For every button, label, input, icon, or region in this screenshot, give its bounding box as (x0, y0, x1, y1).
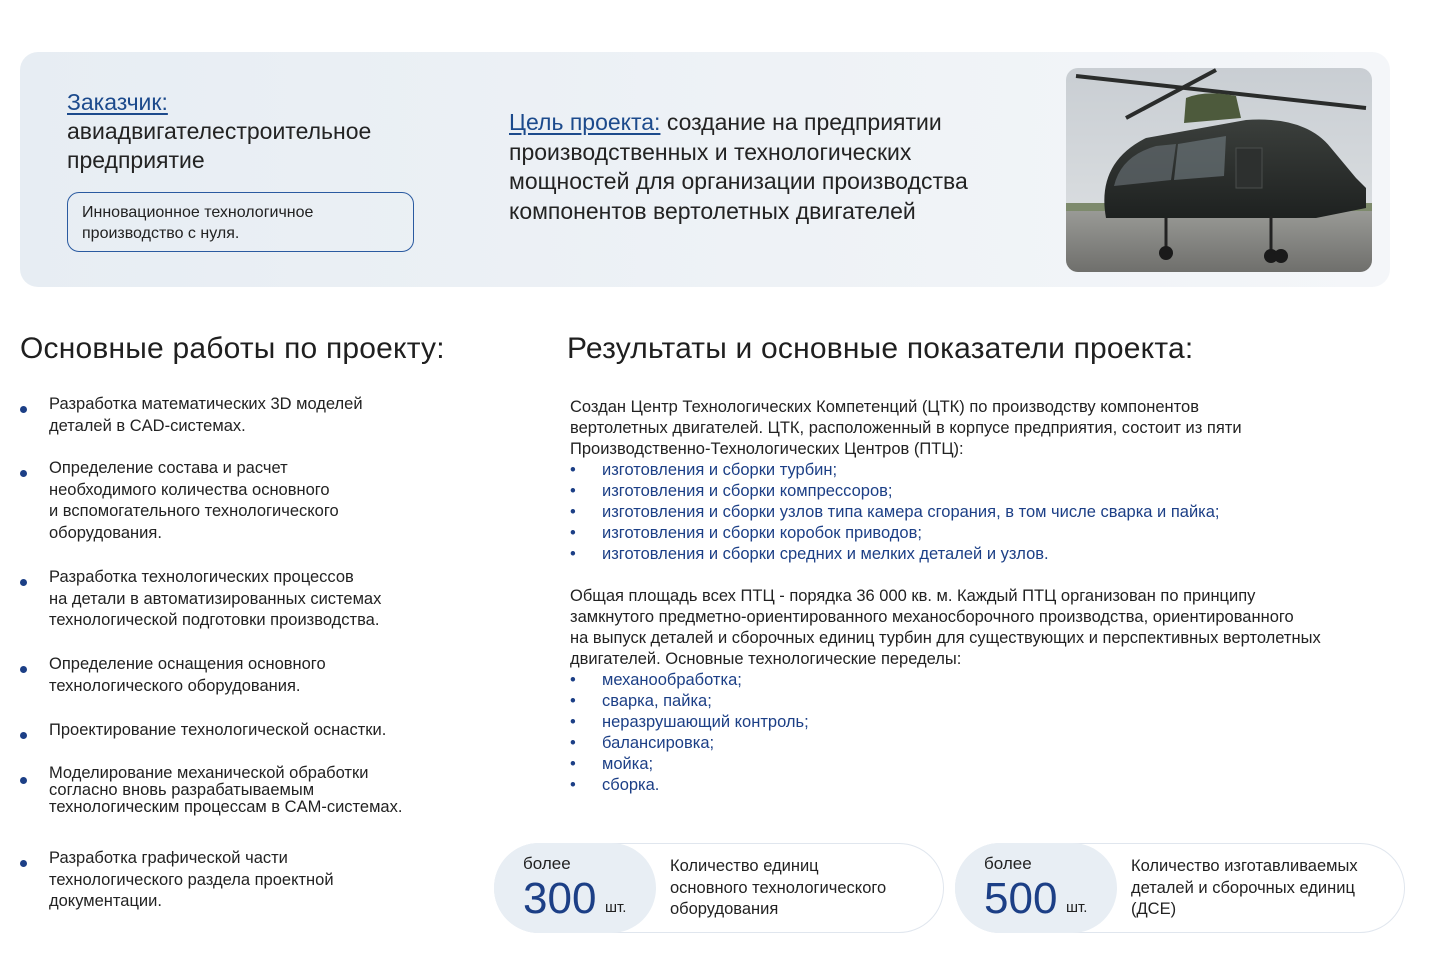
goal-label: Цель проекта: (509, 109, 661, 135)
list-item: • сварка, пайка; (570, 691, 1410, 712)
list-item: • балансировка; (570, 733, 1410, 754)
customer-label: Заказчик: (67, 89, 168, 115)
list-item: • мойка; (570, 754, 1410, 775)
innovation-badge: Инновационное технологичное производство с нуля. (67, 192, 414, 252)
bullet-dot (20, 579, 27, 586)
list-item: • изготовления и сборки узлов типа камера сгорания, в том числе сварка и пайка; (570, 502, 1410, 523)
stat-parts: более 500 шт. Количество изготавливаемых деталей и сборочных единиц (ДСЕ) (955, 843, 1405, 933)
stat-equipment: более 300 шт. Количество единиц основного технологического оборудования (494, 843, 944, 933)
list-item: Моделирование механической обработки согласно вновь разрабатываемым технологическим процессам в CAM-системах. (20, 765, 480, 816)
helicopter-photo (1066, 68, 1372, 272)
stat-description: Количество изготавливаемых деталей и сборочных единиц (ДСЕ) (1131, 857, 1358, 918)
stat-description: Количество единиц основного технологического оборудования (670, 857, 887, 918)
list-item: Определение состава и расчет необходимого количества основного и вспомогательного технологического оборудования. (20, 458, 480, 544)
list-item: Разработка графической части технологического раздела проектной документации. (20, 848, 480, 913)
list-item: • изготовления и сборки турбин; (570, 460, 1410, 481)
list-item: Разработка технологических процессов на детали в автоматизированных системах технологической подготовки производства. (20, 567, 480, 632)
list-item: Определение оснащения основного технологического оборудования. (20, 654, 480, 697)
customer-line-2: предприятие (67, 147, 205, 173)
bullet-dot (20, 860, 27, 867)
list-item: • изготовления и сборки компрессоров; (570, 481, 1410, 502)
project-hero-card (20, 52, 1390, 287)
stat-value: 500 (984, 874, 1058, 923)
helicopter-image (1066, 68, 1372, 272)
works-title: Основные работы по проекту: (20, 332, 445, 365)
list-item: • неразрушающий контроль; (570, 712, 1410, 733)
bullet-dot (20, 470, 27, 477)
list-item: • изготовления и сборки коробок приводов; (570, 523, 1410, 544)
bullet-dot (20, 666, 27, 673)
results-title: Результаты и основные показатели проекта: (567, 332, 1194, 365)
bullet-dot (20, 732, 27, 739)
results-text: Создан Центр Технологических Компетенций (ЦТК) по производству компонентов вертолетных двигателей. ЦТК, расположенный в корпусе предприятия, состоит из пяти Производственно-Технологических Центров (ПТЦ): • изготовления и сборки турбин; • изготовления и сборки компрессоров; • изготовления и сборки узлов типа камера сгорания, в том числе сварка и пайка; • изготовления и сборки коробок приводов; • изготовления и сборки средних и мелких деталей и узлов. Общая площадь всех ПТЦ - порядка 36 000 кв. м. Каждый ПТЦ организован по принципу замкнутого предметно-ориентированного механосборочного производства, ориентированного на выпуск деталей и сборочных единиц турбин для существующих и перспективных вертолетных двигателей. Основные технологические переделы: • механообработка; • сварка, пайка; • неразрушающий контроль; • балансировка; • мойка; • сборка. (570, 397, 1410, 796)
list-item: • механообработка; (570, 670, 1410, 691)
list-item: • изготовления и сборки средних и мелких деталей и узлов. (570, 544, 1410, 565)
stat-value: 300 (523, 874, 597, 923)
customer-block (67, 88, 447, 175)
list-item: Проектирование технологической оснастки. (20, 720, 480, 742)
list-item: Разработка математических 3D моделей деталей в CAD-системах. (20, 394, 480, 437)
list-item: • сборка. (570, 775, 1410, 796)
bullet-dot (20, 406, 27, 413)
project-goal: Цель проекта: создание на предприятии производственных и технологических мощностей для организации производства компонентов вертолетных двигателей (509, 109, 968, 224)
bullet-dot (20, 777, 27, 784)
customer-line-1: авиадвигателестроительное (67, 118, 372, 144)
